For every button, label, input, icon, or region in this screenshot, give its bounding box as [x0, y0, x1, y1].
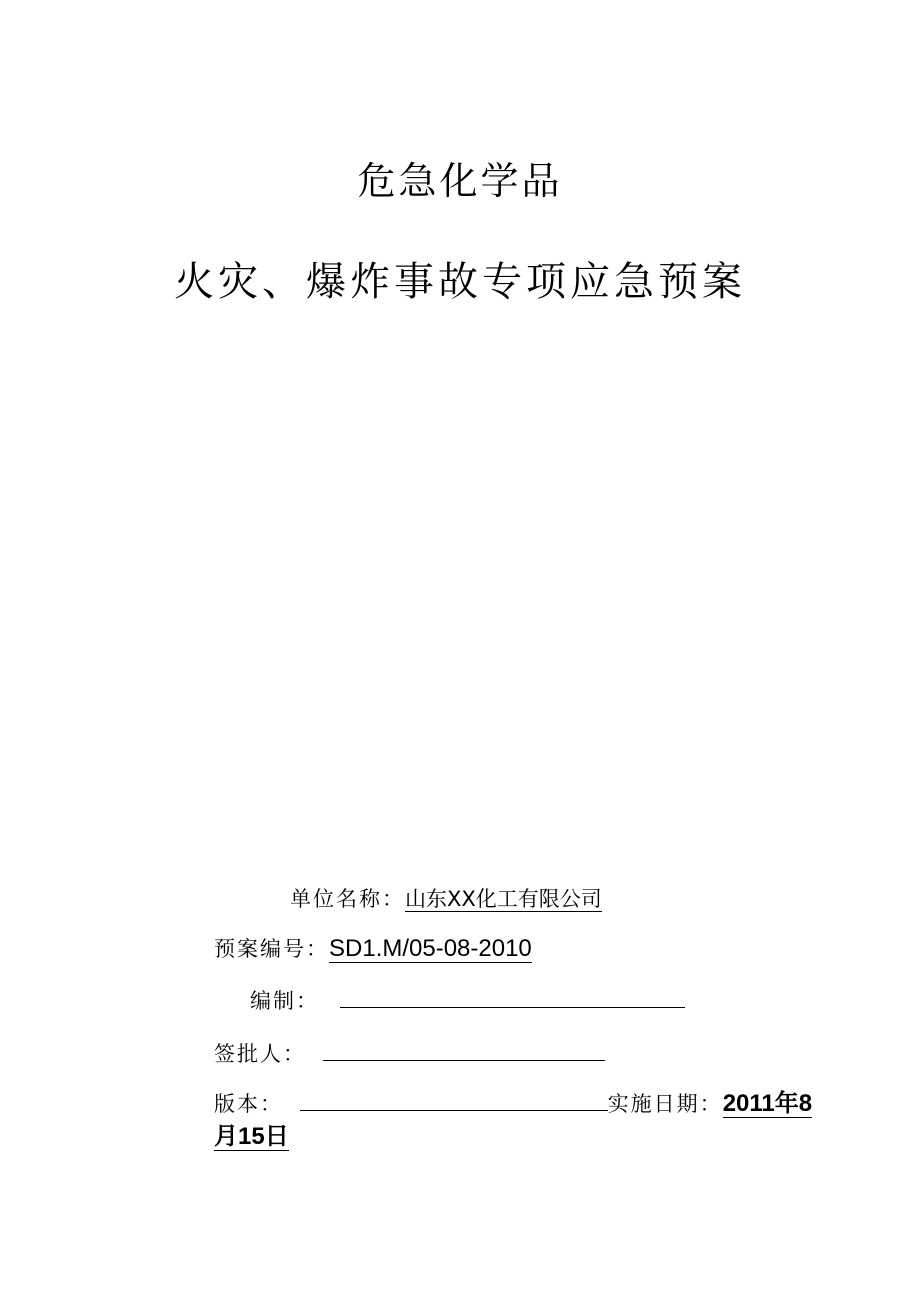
editor-label: 编制： [250, 989, 319, 1013]
plan-code-value: SD1.M/05-08-2010 [329, 935, 532, 962]
version-label: 版本： [214, 1092, 283, 1116]
editor-field [250, 985, 685, 1017]
version-blank-line [300, 1088, 608, 1111]
document-title-line-2: 火灾、爆炸事故专项应急预案 [174, 259, 746, 305]
document-title-line-1: 危急化学品 [357, 159, 563, 203]
effective-date-value-part1: 2011年8 [722, 1090, 813, 1117]
version-field [214, 1088, 812, 1120]
editor-blank-line [340, 985, 685, 1008]
effective-date-value-part2: 月15日 [214, 1123, 289, 1150]
unit-name-value: 山东XX化工有限公司 [405, 887, 602, 911]
plan-code-label: 预案编号： [214, 937, 329, 961]
effective-date-label: 实施日期： [607, 1092, 723, 1116]
unit-name-field [290, 883, 602, 915]
approver-field [214, 1038, 605, 1070]
plan-code-field [214, 933, 532, 965]
unit-name-label: 单位名称： [290, 887, 405, 911]
approver-label: 签批人： [214, 1042, 306, 1066]
effective-date-continuation [214, 1121, 289, 1153]
approver-blank-line [323, 1038, 605, 1061]
